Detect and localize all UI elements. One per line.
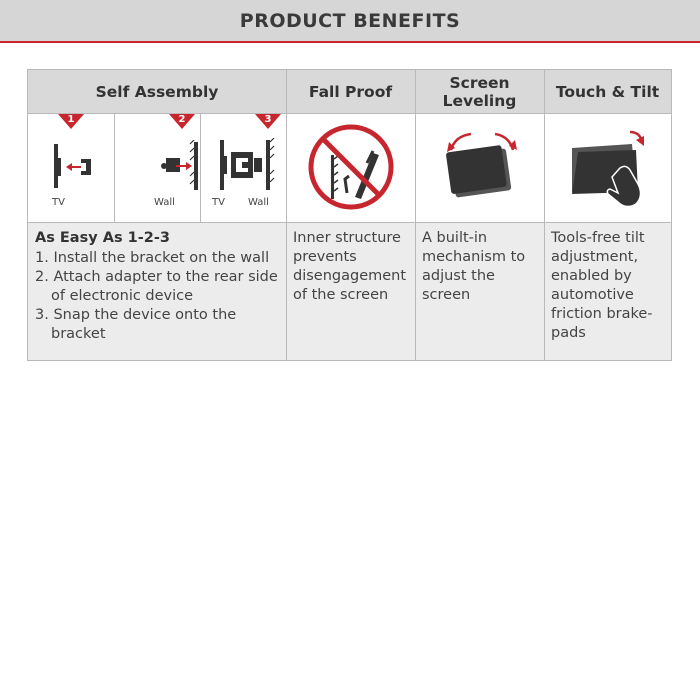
benefits-table xyxy=(27,69,672,361)
page-title: PRODUCT BENEFITS xyxy=(239,9,461,32)
header-fall-proof xyxy=(286,70,415,113)
step-divider-1 xyxy=(114,114,115,222)
header-screen-leveling-line2: Leveling xyxy=(442,91,517,110)
self-assembly-step-1: 1. Install the bracket on the wall xyxy=(35,250,270,266)
step-1-number: 1 xyxy=(67,114,75,125)
header-touch-tilt xyxy=(544,70,671,113)
row-divider-1 xyxy=(28,113,671,114)
col-divider-3 xyxy=(544,70,545,360)
self-assembly-step-2: 2. Attach adapter to the rear side of electronic device xyxy=(35,269,278,304)
step-3-label-wall: Wall xyxy=(248,197,269,208)
touch-tilt-icon xyxy=(564,124,656,214)
step-2-number: 2 xyxy=(178,114,186,125)
banner xyxy=(0,0,700,43)
header-self-assembly xyxy=(28,70,286,113)
step-1-label-tv: TV xyxy=(52,197,65,208)
header-self-assembly-label: Self Assembly xyxy=(95,82,219,101)
step-3-cell xyxy=(200,114,286,222)
tv-bracket-step1-icon xyxy=(48,142,98,190)
touch-tilt-text: Tools-free tilt adjustment, enabled by automotive friction brake-pads xyxy=(551,230,653,341)
self-assembly-step-3: 3. Snap the device onto the bracket xyxy=(35,307,237,342)
screen-leveling-icon xyxy=(435,126,527,208)
step-3-label-tv: TV xyxy=(212,197,225,208)
col-divider-2 xyxy=(415,70,416,360)
header-screen-leveling-line1: Screen xyxy=(449,73,510,92)
self-assembly-steps xyxy=(35,249,279,344)
touch-tilt-description xyxy=(544,223,671,360)
fall-proof-description xyxy=(286,223,415,360)
step-1-cell xyxy=(28,114,114,222)
screen-leveling-text: A built-in mechanism to adjust the screen xyxy=(422,230,526,303)
fall-proof-icon-cell xyxy=(286,114,415,222)
self-assembly-description xyxy=(28,223,286,360)
fall-proof-text: Inner structure prevents disengagement of the screen xyxy=(293,230,407,303)
screen-leveling-icon-cell xyxy=(415,114,544,222)
snap-step3-icon xyxy=(214,138,284,192)
adapter-wall-step2-icon xyxy=(130,140,200,192)
step-2-cell xyxy=(114,114,200,222)
fall-proof-prohibited-icon xyxy=(307,123,395,211)
step-2-label-wall: Wall xyxy=(154,197,175,208)
touch-tilt-icon-cell xyxy=(544,114,671,222)
col-divider-1 xyxy=(286,70,287,360)
self-assembly-title: As Easy As 1-2-3 xyxy=(35,230,170,246)
header-fall-proof-label: Fall Proof xyxy=(308,82,393,101)
screen-leveling-description xyxy=(415,223,544,360)
step-3-number: 3 xyxy=(264,114,272,125)
header-screen-leveling xyxy=(415,70,544,113)
step-divider-2 xyxy=(200,114,201,222)
header-touch-tilt-label: Touch & Tilt xyxy=(555,82,660,101)
row-divider-2 xyxy=(28,222,671,223)
